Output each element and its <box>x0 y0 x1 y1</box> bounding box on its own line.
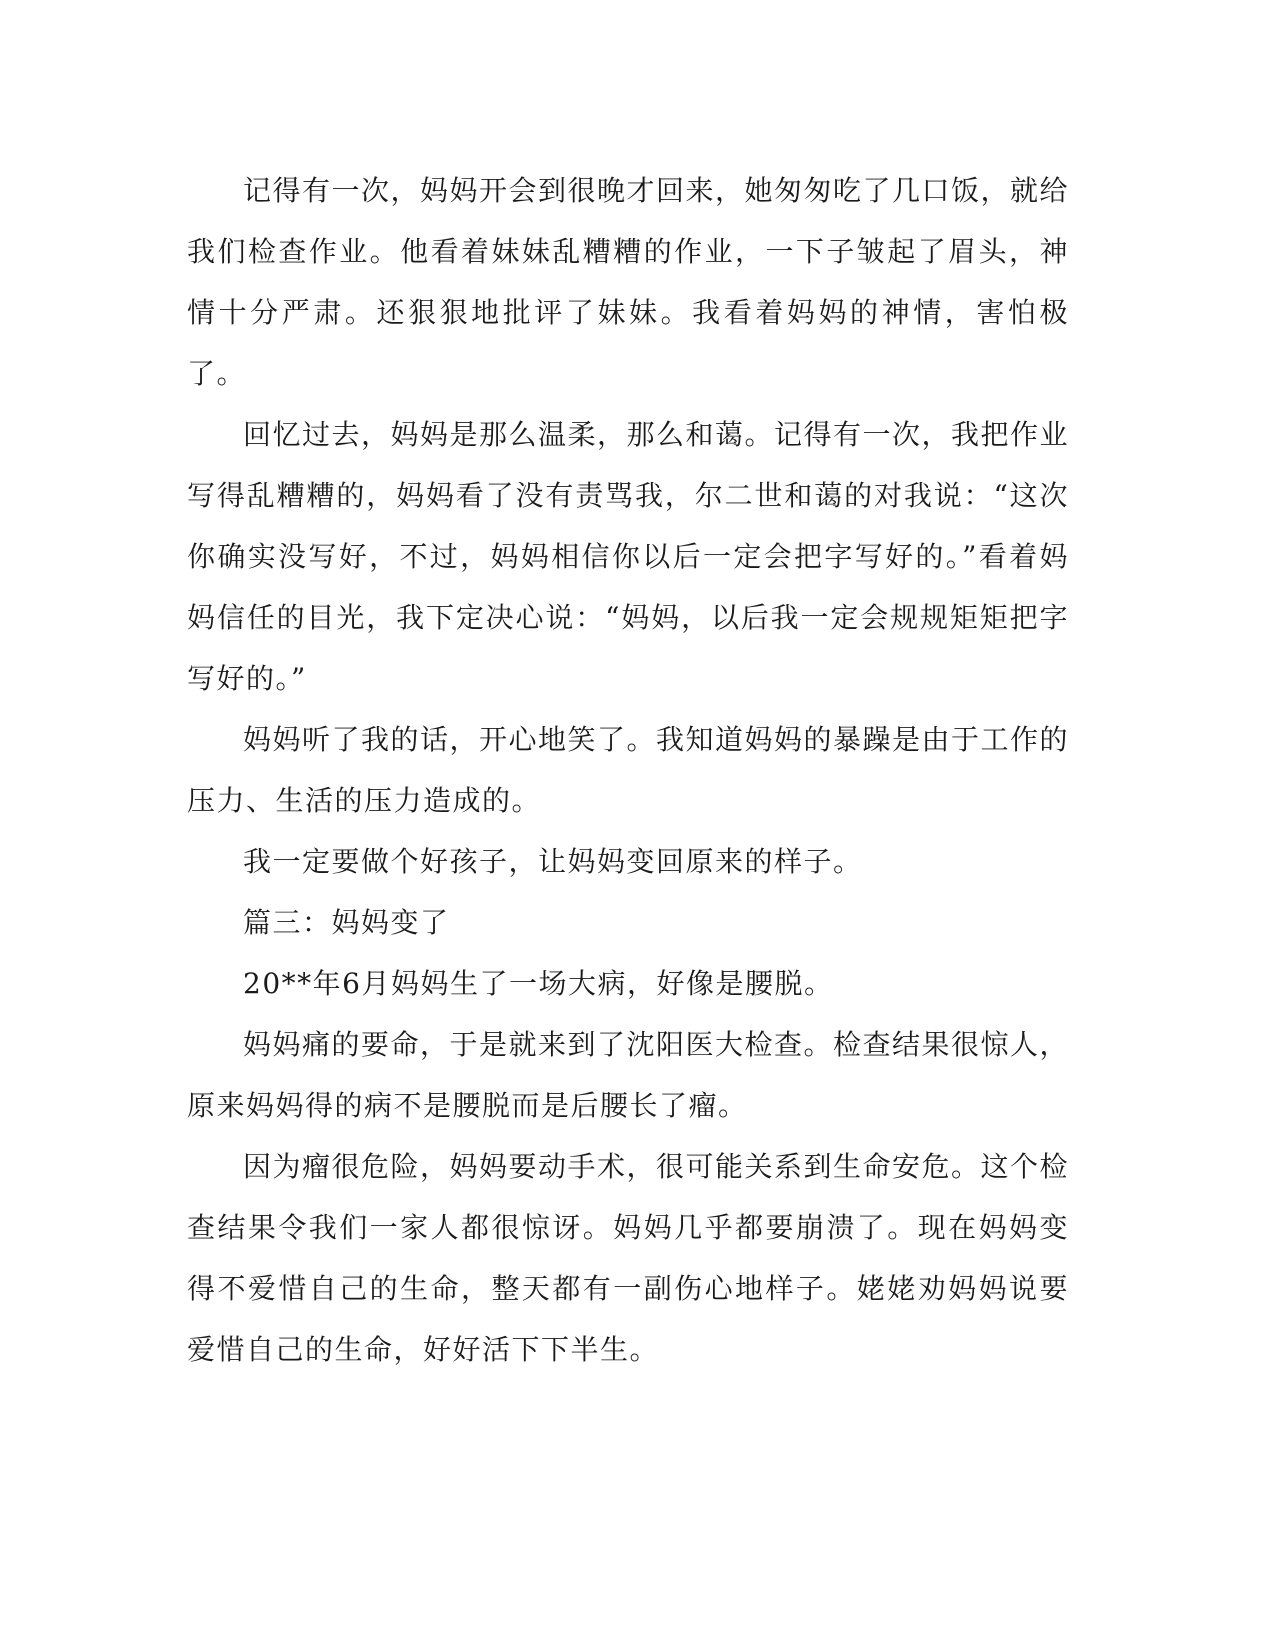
paragraph: 我一定要做个好孩子，让妈妈变回原来的样子。 <box>243 845 863 878</box>
paragraph: 妈妈听了我的话，开心地笑了。我知道妈妈的暴躁是由于工作的压力、生活的压力造成的。 <box>187 723 1070 817</box>
document-body <box>187 160 1069 1380</box>
section-heading: 篇三：妈妈变了 <box>243 906 450 939</box>
paragraph: 20**年6月妈妈生了一场大病，好像是腰脱。 <box>243 967 834 1000</box>
paragraph: 记得有一次，妈妈开会到很晚才回来，她匆匆吃了几口饭，就给我们检查作业。他看着妹妹乱糟糟的作业，一下子皱起了眉头，神情十分严肃。还狠狠地批评了妹妹。我看着妈妈的神情，害怕极了。 <box>187 174 1070 390</box>
paragraph: 回忆过去，妈妈是那么温柔，那么和蔼。记得有一次，我把作业写得乱糟糟的，妈妈看了没有责骂我，尔二世和蔼的对我说：“这次你确实没写好，不过，妈妈相信你以后一定会把字写好的。”看着妈妈信任的目光，我下定决心说：“妈妈，以后我一定会规规矩矩把字写好的。” <box>187 418 1070 695</box>
paragraph: 因为瘤很危险，妈妈要动手术，很可能关系到生命安危。这个检查结果令我们一家人都很惊讶。妈妈几乎都要崩溃了。现在妈妈变得不爱惜自己的生命，整天都有一副伤心地样子。姥姥劝妈妈说要爱惜自己的生命，好好活下下半生。 <box>187 1150 1070 1366</box>
paragraph: 妈妈痛的要命，于是就来到了沈阳医大检查。检查结果很惊人，原来妈妈得的病不是腰脱而是后腰长了瘤。 <box>187 1028 1070 1122</box>
